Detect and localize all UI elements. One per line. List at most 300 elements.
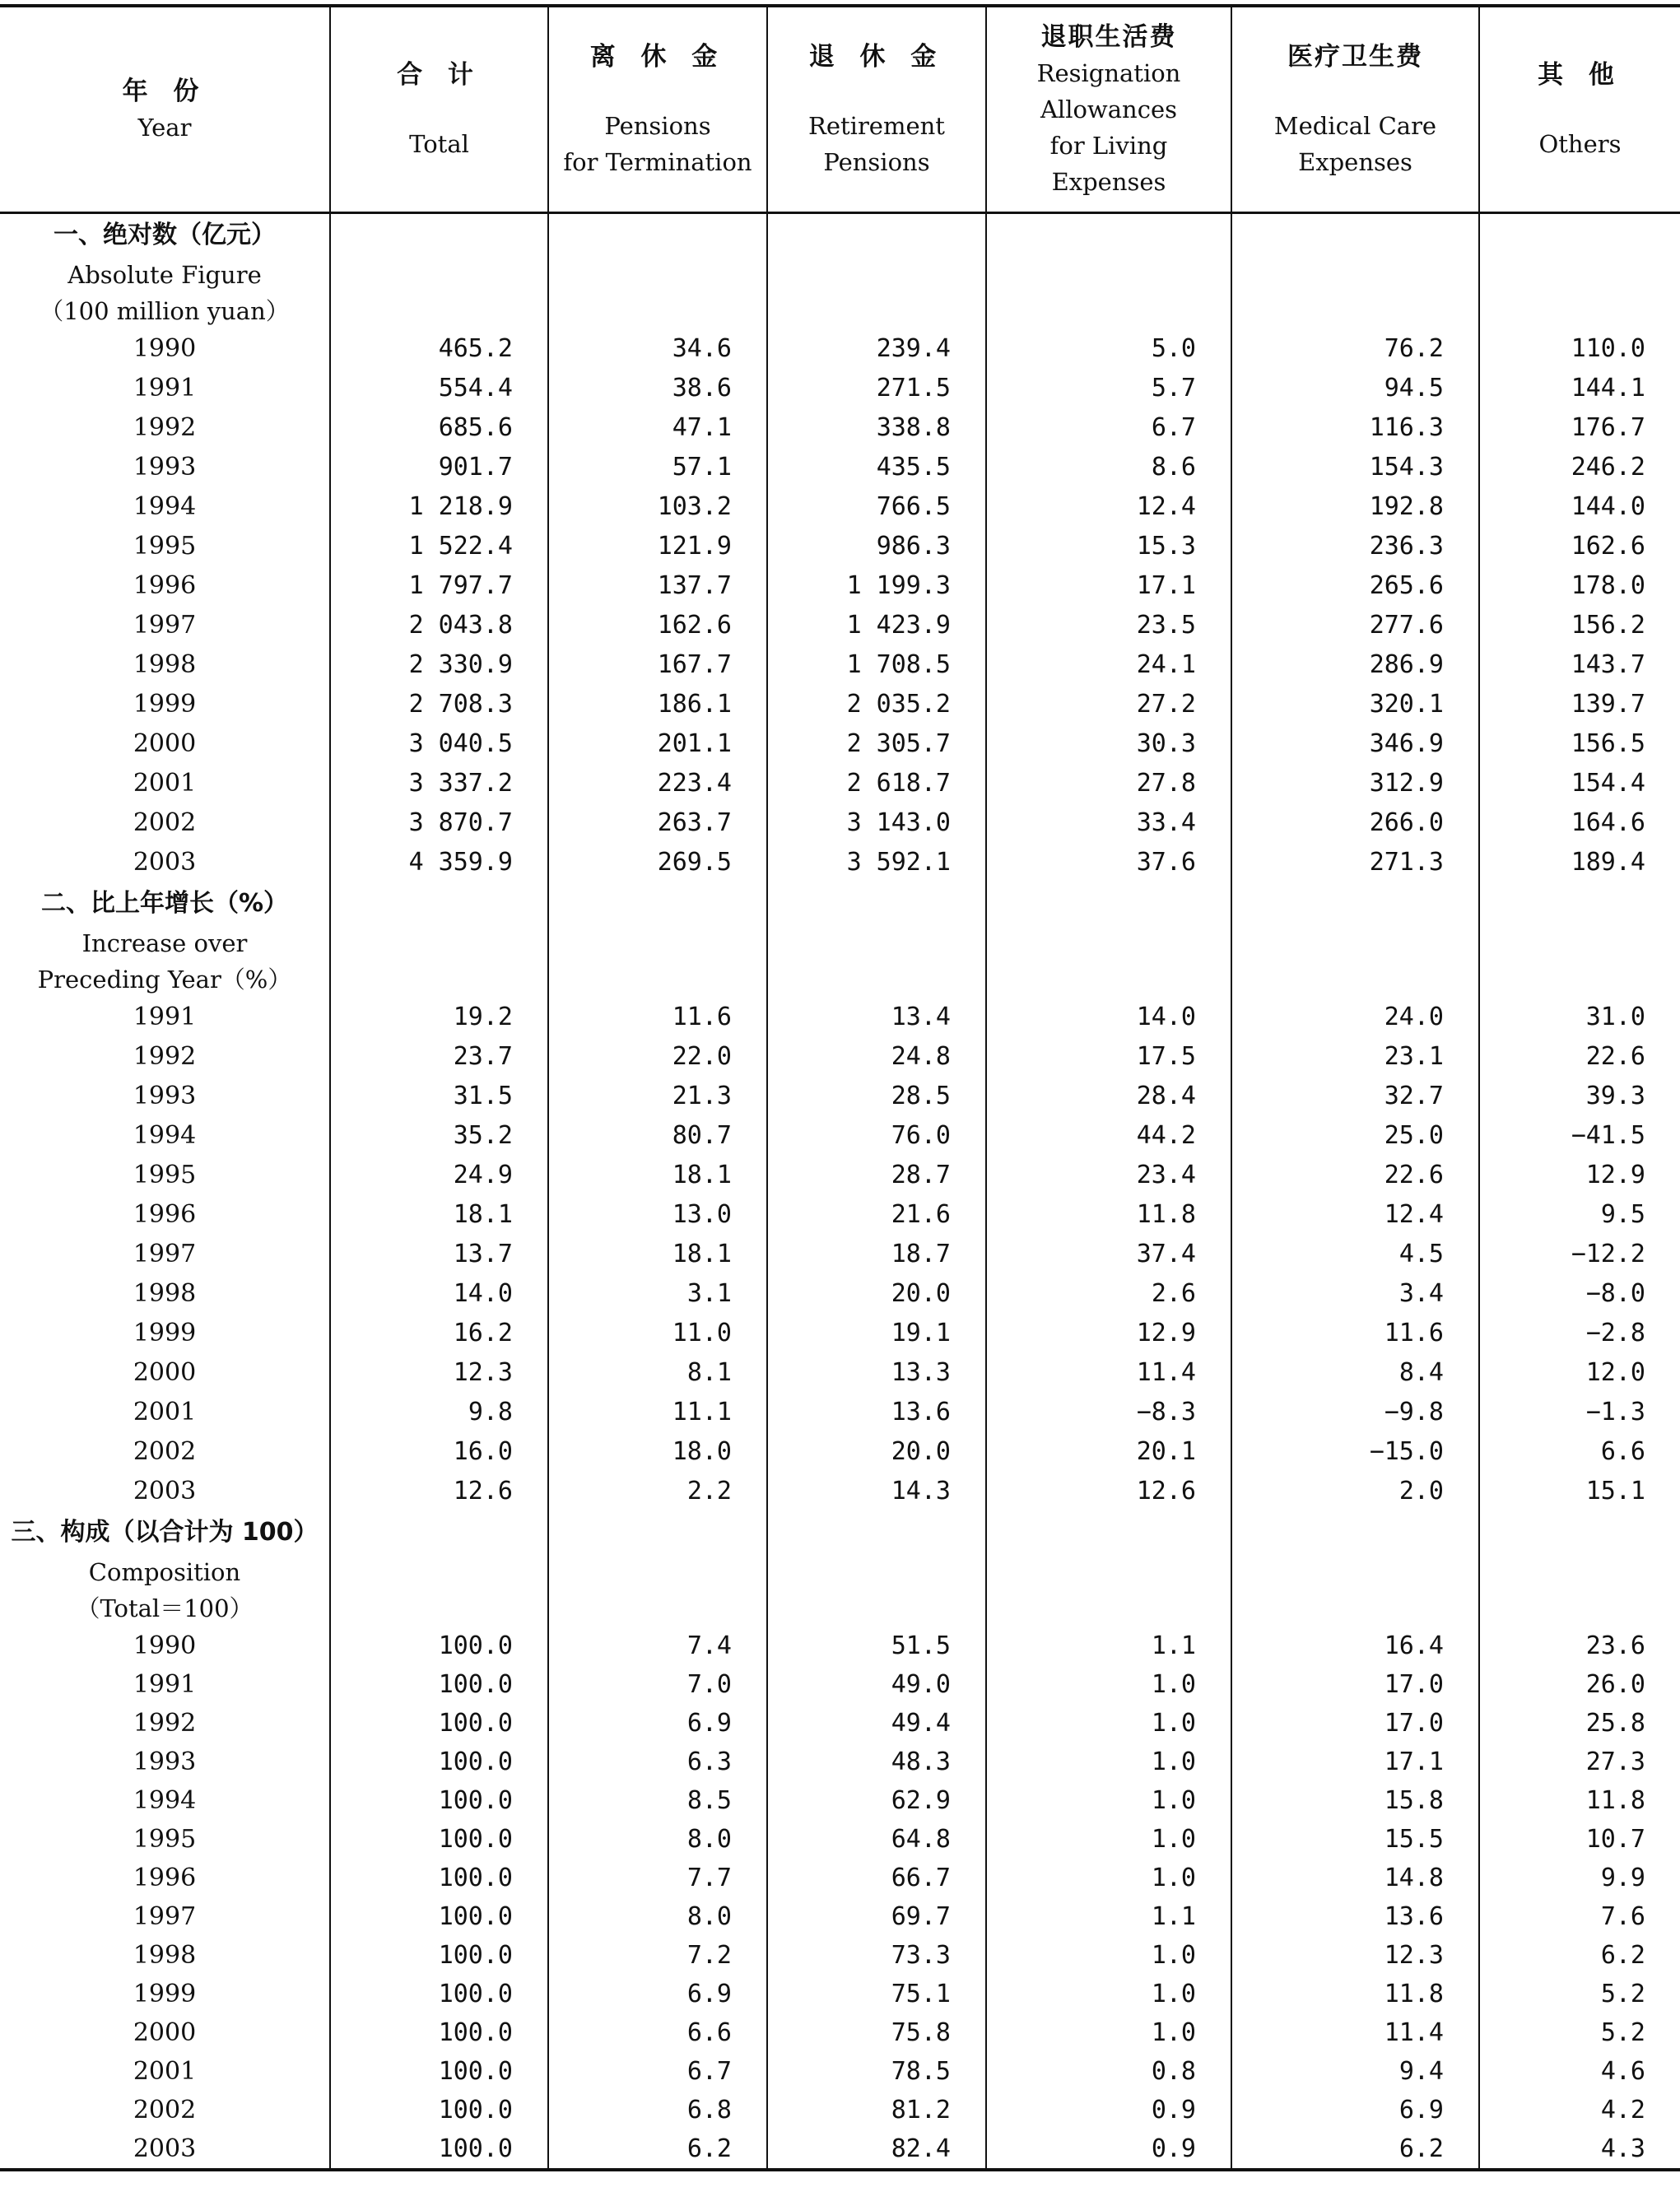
others-cell: 15.1	[1479, 1472, 1680, 1511]
table-row	[0, 803, 1680, 843]
year-cell: 1991	[133, 1003, 197, 1031]
empty-cell	[330, 1590, 548, 1627]
total-cell: 13.7	[330, 1235, 548, 1274]
retirement-cell: 271.5	[767, 369, 986, 408]
table-row	[0, 998, 1680, 1037]
table-row	[0, 645, 1680, 685]
table-row	[0, 1859, 1680, 1897]
resignation-cell: 44.2	[986, 1116, 1231, 1156]
medical-cell: 116.3	[1231, 408, 1479, 448]
table-row	[0, 2052, 1680, 2091]
resignation-cell: 0.8	[986, 2052, 1231, 2091]
retirement-cell: 13.4	[767, 998, 986, 1037]
empty-cell	[548, 1590, 767, 1627]
empty-cell	[767, 1511, 986, 1554]
total-cell: 100.0	[330, 1820, 548, 1859]
year-cell: 2002	[133, 808, 197, 837]
medical-cell: 6.9	[1231, 2091, 1479, 2129]
total-cell: 100.0	[330, 1897, 548, 1936]
termination-cell: 7.4	[548, 1627, 767, 1665]
others-cell: −1.3	[1479, 1393, 1680, 1432]
table-row	[0, 1077, 1680, 1116]
empty-cell	[548, 925, 767, 961]
total-cell: 12.3	[330, 1353, 548, 1393]
table-row	[0, 1314, 1680, 1353]
empty-cell	[1231, 1554, 1479, 1590]
table-row	[0, 1704, 1680, 1743]
empty-cell	[548, 1554, 767, 1590]
header-retirement-cn: 退 休 金	[808, 42, 945, 72]
header-total-cn: 合 计	[397, 60, 482, 90]
resignation-cell: 1.0	[986, 1936, 1231, 1975]
header-year	[0, 6, 330, 213]
termination-cell: 38.6	[548, 369, 767, 408]
resignation-cell: 20.1	[986, 1432, 1231, 1472]
medical-cell: 22.6	[1231, 1156, 1479, 1195]
table-row	[0, 1743, 1680, 1781]
termination-cell: 6.9	[548, 1975, 767, 2013]
resignation-cell: 2.6	[986, 1274, 1231, 1314]
total-cell: 9.8	[330, 1393, 548, 1432]
table-row	[0, 566, 1680, 606]
retirement-cell: 13.3	[767, 1353, 986, 1393]
total-cell: 465.2	[330, 329, 548, 369]
table-row	[0, 1116, 1680, 1156]
section-title-en: Composition	[88, 1558, 241, 1586]
header-resignation-en1: Resignation	[1036, 59, 1181, 87]
empty-cell	[548, 257, 767, 293]
empty-cell	[767, 213, 986, 258]
table-body	[0, 213, 1680, 2171]
retirement-cell: 1 423.9	[767, 606, 986, 645]
year-cell: 1993	[133, 453, 197, 482]
total-cell: 685.6	[330, 408, 548, 448]
empty-cell	[330, 1554, 548, 1590]
medical-cell: 17.0	[1231, 1704, 1479, 1743]
empty-cell	[548, 1511, 767, 1554]
empty-cell	[1479, 961, 1680, 998]
resignation-cell: 37.4	[986, 1235, 1231, 1274]
resignation-cell: 30.3	[986, 724, 1231, 764]
termination-cell: 201.1	[548, 724, 767, 764]
total-cell: 100.0	[330, 2091, 548, 2129]
resignation-cell: 5.0	[986, 329, 1231, 369]
table-row	[0, 408, 1680, 448]
empty-cell	[1479, 882, 1680, 925]
year-cell: 2000	[133, 1358, 197, 1387]
resignation-cell: 12.6	[986, 1472, 1231, 1511]
retirement-cell: 62.9	[767, 1781, 986, 1820]
year-cell: 2000	[133, 729, 197, 758]
total-cell: 3 870.7	[330, 803, 548, 843]
section-heading-row	[0, 925, 1680, 961]
header-retirement-en1: Retirement	[808, 112, 945, 140]
resignation-cell: 12.9	[986, 1314, 1231, 1353]
resignation-cell: 0.9	[986, 2129, 1231, 2170]
empty-cell	[986, 213, 1231, 258]
total-cell: 19.2	[330, 998, 548, 1037]
header-retirement-en2: Pensions	[823, 148, 930, 176]
year-cell: 1999	[133, 1980, 197, 2008]
year-cell: 1992	[133, 1709, 197, 1738]
others-cell: 4.6	[1479, 2052, 1680, 2091]
medical-cell: 9.4	[1231, 2052, 1479, 2091]
table-row	[0, 1472, 1680, 1511]
medical-cell: 266.0	[1231, 803, 1479, 843]
resignation-cell: 1.0	[986, 1975, 1231, 2013]
termination-cell: 137.7	[548, 566, 767, 606]
resignation-cell: 1.1	[986, 1897, 1231, 1936]
year-cell: 1995	[133, 1825, 197, 1854]
table-row	[0, 369, 1680, 408]
others-cell: 11.8	[1479, 1781, 1680, 1820]
total-cell: 4 359.9	[330, 843, 548, 882]
header-medical	[1231, 6, 1479, 213]
others-cell: 6.2	[1479, 1936, 1680, 1975]
others-cell: 27.3	[1479, 1743, 1680, 1781]
others-cell: 156.5	[1479, 724, 1680, 764]
retirement-cell: 20.0	[767, 1432, 986, 1472]
medical-cell: 17.0	[1231, 1665, 1479, 1704]
retirement-cell: 435.5	[767, 448, 986, 487]
total-cell: 16.2	[330, 1314, 548, 1353]
others-cell: 156.2	[1479, 606, 1680, 645]
empty-cell	[330, 882, 548, 925]
total-cell: 100.0	[330, 1665, 548, 1704]
medical-cell: 265.6	[1231, 566, 1479, 606]
empty-cell	[767, 1554, 986, 1590]
empty-cell	[1479, 293, 1680, 329]
table-row	[0, 606, 1680, 645]
medical-cell: 32.7	[1231, 1077, 1479, 1116]
year-cell: 1990	[133, 334, 197, 363]
medical-cell: 154.3	[1231, 448, 1479, 487]
medical-cell: 11.4	[1231, 2013, 1479, 2052]
empty-cell	[767, 257, 986, 293]
others-cell: 9.5	[1479, 1195, 1680, 1235]
resignation-cell: −8.3	[986, 1393, 1231, 1432]
header-resignation-en4: Expenses	[1051, 168, 1166, 196]
medical-cell: 15.8	[1231, 1781, 1479, 1820]
empty-cell	[767, 882, 986, 925]
resignation-cell: 1.0	[986, 1820, 1231, 1859]
retirement-cell: 49.0	[767, 1665, 986, 1704]
total-cell: 100.0	[330, 1859, 548, 1897]
total-cell: 554.4	[330, 369, 548, 408]
section-title-en: Absolute Figure	[67, 261, 262, 289]
header-resignation	[986, 6, 1231, 213]
empty-cell	[1231, 1590, 1479, 1627]
total-cell: 100.0	[330, 2013, 548, 2052]
others-cell: 12.0	[1479, 1353, 1680, 1393]
year-cell: 1990	[133, 1631, 197, 1660]
section-heading-row	[0, 257, 1680, 293]
medical-cell: 94.5	[1231, 369, 1479, 408]
termination-cell: 11.0	[548, 1314, 767, 1353]
medical-cell: 2.0	[1231, 1472, 1479, 1511]
empty-cell	[330, 961, 548, 998]
year-cell: 2001	[133, 769, 197, 798]
medical-cell: 76.2	[1231, 329, 1479, 369]
empty-cell	[1231, 213, 1479, 258]
others-cell: 162.6	[1479, 527, 1680, 566]
section-title-en: Preceding Year（%）	[37, 966, 292, 994]
section-title-en: Increase over	[81, 929, 248, 957]
termination-cell: 6.3	[548, 1743, 767, 1781]
year-cell: 1992	[133, 413, 197, 442]
header-others	[1479, 6, 1680, 213]
year-cell: 1999	[133, 690, 197, 719]
section-heading-row	[0, 1554, 1680, 1590]
resignation-cell: 28.4	[986, 1077, 1231, 1116]
retirement-cell: 20.0	[767, 1274, 986, 1314]
header-others-cn: 其 他	[1538, 60, 1622, 90]
empty-cell	[986, 293, 1231, 329]
empty-cell	[1479, 925, 1680, 961]
others-cell: 178.0	[1479, 566, 1680, 606]
others-cell: 5.2	[1479, 2013, 1680, 2052]
table-row	[0, 1975, 1680, 2013]
empty-cell	[986, 1511, 1231, 1554]
year-cell: 1993	[133, 1748, 197, 1776]
termination-cell: 47.1	[548, 408, 767, 448]
retirement-cell: 338.8	[767, 408, 986, 448]
others-cell: 4.2	[1479, 2091, 1680, 2129]
section-title-cn: 二、比上年增长（%）	[40, 889, 289, 918]
header-termination-en2: for Termination	[563, 148, 752, 176]
year-cell: 1993	[133, 1082, 197, 1110]
section-heading-row	[0, 882, 1680, 925]
table-row	[0, 487, 1680, 527]
termination-cell: 22.0	[548, 1037, 767, 1077]
retirement-cell: 51.5	[767, 1627, 986, 1665]
termination-cell: 103.2	[548, 487, 767, 527]
termination-cell: 21.3	[548, 1077, 767, 1116]
termination-cell: 8.5	[548, 1781, 767, 1820]
termination-cell: 223.4	[548, 764, 767, 803]
others-cell: 23.6	[1479, 1627, 1680, 1665]
retirement-cell: 1 199.3	[767, 566, 986, 606]
header-resignation-en3: for Living	[1049, 132, 1168, 160]
resignation-cell: 17.1	[986, 566, 1231, 606]
empty-cell	[330, 257, 548, 293]
total-cell: 2 708.3	[330, 685, 548, 724]
header-termination	[548, 6, 767, 213]
year-cell: 1991	[133, 1670, 197, 1699]
others-cell: 25.8	[1479, 1704, 1680, 1743]
year-cell: 1997	[133, 1902, 197, 1931]
table-row	[0, 1936, 1680, 1975]
header-year-cn: 年 份	[122, 77, 207, 106]
others-cell: 176.7	[1479, 408, 1680, 448]
total-cell: 3 040.5	[330, 724, 548, 764]
section-title-en: （100 million yuan）	[40, 297, 290, 325]
resignation-cell: 1.0	[986, 1859, 1231, 1897]
header-others-en: Others	[1538, 130, 1622, 158]
medical-cell: 6.2	[1231, 2129, 1479, 2170]
resignation-cell: 37.6	[986, 843, 1231, 882]
retirement-cell: 66.7	[767, 1859, 986, 1897]
empty-cell	[330, 1511, 548, 1554]
termination-cell: 18.0	[548, 1432, 767, 1472]
table-row	[0, 329, 1680, 369]
total-cell: 3 337.2	[330, 764, 548, 803]
table-row	[0, 527, 1680, 566]
medical-cell: 312.9	[1231, 764, 1479, 803]
total-cell: 2 330.9	[330, 645, 548, 685]
retirement-cell: 73.3	[767, 1936, 986, 1975]
medical-cell: 15.5	[1231, 1820, 1479, 1859]
termination-cell: 162.6	[548, 606, 767, 645]
retirement-cell: 48.3	[767, 1743, 986, 1781]
section-heading-row	[0, 1511, 1680, 1554]
total-cell: 100.0	[330, 1781, 548, 1820]
year-cell: 2003	[0, 2129, 330, 2170]
medical-cell: 24.0	[1231, 998, 1479, 1037]
header-total-en: Total	[409, 130, 469, 158]
retirement-cell: 82.4	[767, 2129, 986, 2170]
empty-cell	[986, 1554, 1231, 1590]
medical-cell: −9.8	[1231, 1393, 1479, 1432]
resignation-cell: 27.2	[986, 685, 1231, 724]
resignation-cell: 23.4	[986, 1156, 1231, 1195]
termination-cell: 3.1	[548, 1274, 767, 1314]
resignation-cell: 8.6	[986, 448, 1231, 487]
empty-cell	[1479, 213, 1680, 258]
year-cell: 1995	[133, 1161, 197, 1189]
empty-cell	[548, 293, 767, 329]
total-cell: 100.0	[330, 1975, 548, 2013]
total-cell: 100.0	[330, 1743, 548, 1781]
header-medical-cn: 医疗卫生费	[1287, 42, 1423, 72]
section-heading-row	[0, 213, 1680, 258]
year-cell: 2002	[133, 1437, 197, 1466]
year-cell: 1995	[133, 532, 197, 561]
resignation-cell: 11.8	[986, 1195, 1231, 1235]
empty-cell	[1479, 1590, 1680, 1627]
others-cell: 154.4	[1479, 764, 1680, 803]
table-row	[0, 1897, 1680, 1936]
table-row	[0, 1195, 1680, 1235]
termination-cell: 11.6	[548, 998, 767, 1037]
others-cell: 31.0	[1479, 998, 1680, 1037]
empty-cell	[548, 213, 767, 258]
year-cell: 1996	[133, 1864, 197, 1892]
header-resignation-cn: 退职生活费	[1040, 22, 1177, 52]
medical-cell: 11.8	[1231, 1975, 1479, 2013]
year-cell: 1997	[133, 1240, 197, 1268]
others-cell: 7.6	[1479, 1897, 1680, 1936]
year-cell: 1998	[133, 1279, 197, 1308]
resignation-cell: 5.7	[986, 369, 1231, 408]
table-row	[0, 764, 1680, 803]
retirement-cell: 49.4	[767, 1704, 986, 1743]
empty-cell	[767, 961, 986, 998]
termination-cell: 57.1	[548, 448, 767, 487]
table-row	[0, 2013, 1680, 2052]
total-cell: 1 218.9	[330, 487, 548, 527]
header-total	[330, 6, 548, 213]
resignation-cell: 24.1	[986, 645, 1231, 685]
total-cell: 1 797.7	[330, 566, 548, 606]
others-cell: 246.2	[1479, 448, 1680, 487]
termination-cell: 6.9	[548, 1704, 767, 1743]
total-cell: 100.0	[330, 2052, 548, 2091]
year-cell: 1997	[133, 611, 197, 640]
empty-cell	[1479, 1554, 1680, 1590]
total-cell: 16.0	[330, 1432, 548, 1472]
table-row	[0, 1820, 1680, 1859]
header-termination-cn: 离 休 金	[589, 42, 726, 72]
table-row	[0, 1781, 1680, 1820]
retirement-cell: 1 708.5	[767, 645, 986, 685]
table-row	[0, 724, 1680, 764]
medical-cell: 236.3	[1231, 527, 1479, 566]
total-cell: 901.7	[330, 448, 548, 487]
medical-cell: 25.0	[1231, 1116, 1479, 1156]
empty-cell	[1231, 1511, 1479, 1554]
empty-cell	[1231, 882, 1479, 925]
total-cell: 12.6	[330, 1472, 548, 1511]
retirement-cell: 19.1	[767, 1314, 986, 1353]
resignation-cell: 27.8	[986, 764, 1231, 803]
others-cell: 144.1	[1479, 369, 1680, 408]
retirement-cell: 28.5	[767, 1077, 986, 1116]
total-cell: 31.5	[330, 1077, 548, 1116]
table-row	[0, 448, 1680, 487]
others-cell: 4.3	[1479, 2129, 1680, 2170]
retirement-cell: 75.8	[767, 2013, 986, 2052]
table-row	[0, 1235, 1680, 1274]
year-cell: 1991	[133, 374, 197, 403]
medical-cell: 346.9	[1231, 724, 1479, 764]
retirement-cell: 78.5	[767, 2052, 986, 2091]
table-row	[0, 1627, 1680, 1665]
year-cell: 1994	[133, 1786, 197, 1815]
others-cell: 189.4	[1479, 843, 1680, 882]
termination-cell: 8.1	[548, 1353, 767, 1393]
empty-cell	[767, 293, 986, 329]
others-cell: 9.9	[1479, 1859, 1680, 1897]
medical-cell: 8.4	[1231, 1353, 1479, 1393]
termination-cell: 269.5	[548, 843, 767, 882]
empty-cell	[1231, 925, 1479, 961]
termination-cell: 186.1	[548, 685, 767, 724]
retirement-cell: 986.3	[767, 527, 986, 566]
resignation-cell: 15.3	[986, 527, 1231, 566]
total-cell: 23.7	[330, 1037, 548, 1077]
resignation-cell: 0.9	[986, 2091, 1231, 2129]
termination-cell: 34.6	[548, 329, 767, 369]
termination-cell: 80.7	[548, 1116, 767, 1156]
empty-cell	[330, 925, 548, 961]
year-cell: 1996	[133, 571, 197, 600]
section-title-en: （Total＝100）	[76, 1594, 254, 1622]
resignation-cell: 11.4	[986, 1353, 1231, 1393]
others-cell: 110.0	[1479, 329, 1680, 369]
retirement-cell: 2 618.7	[767, 764, 986, 803]
retirement-cell: 239.4	[767, 329, 986, 369]
section-title-cn: 一、绝对数（亿元）	[54, 221, 276, 249]
total-cell: 100.0	[330, 1704, 548, 1743]
year-cell: 1994	[133, 492, 197, 521]
year-cell: 2003	[133, 848, 197, 877]
medical-cell: 23.1	[1231, 1037, 1479, 1077]
medical-cell: 14.8	[1231, 1859, 1479, 1897]
total-cell: 18.1	[330, 1195, 548, 1235]
others-cell: −12.2	[1479, 1235, 1680, 1274]
medical-cell: 11.6	[1231, 1314, 1479, 1353]
